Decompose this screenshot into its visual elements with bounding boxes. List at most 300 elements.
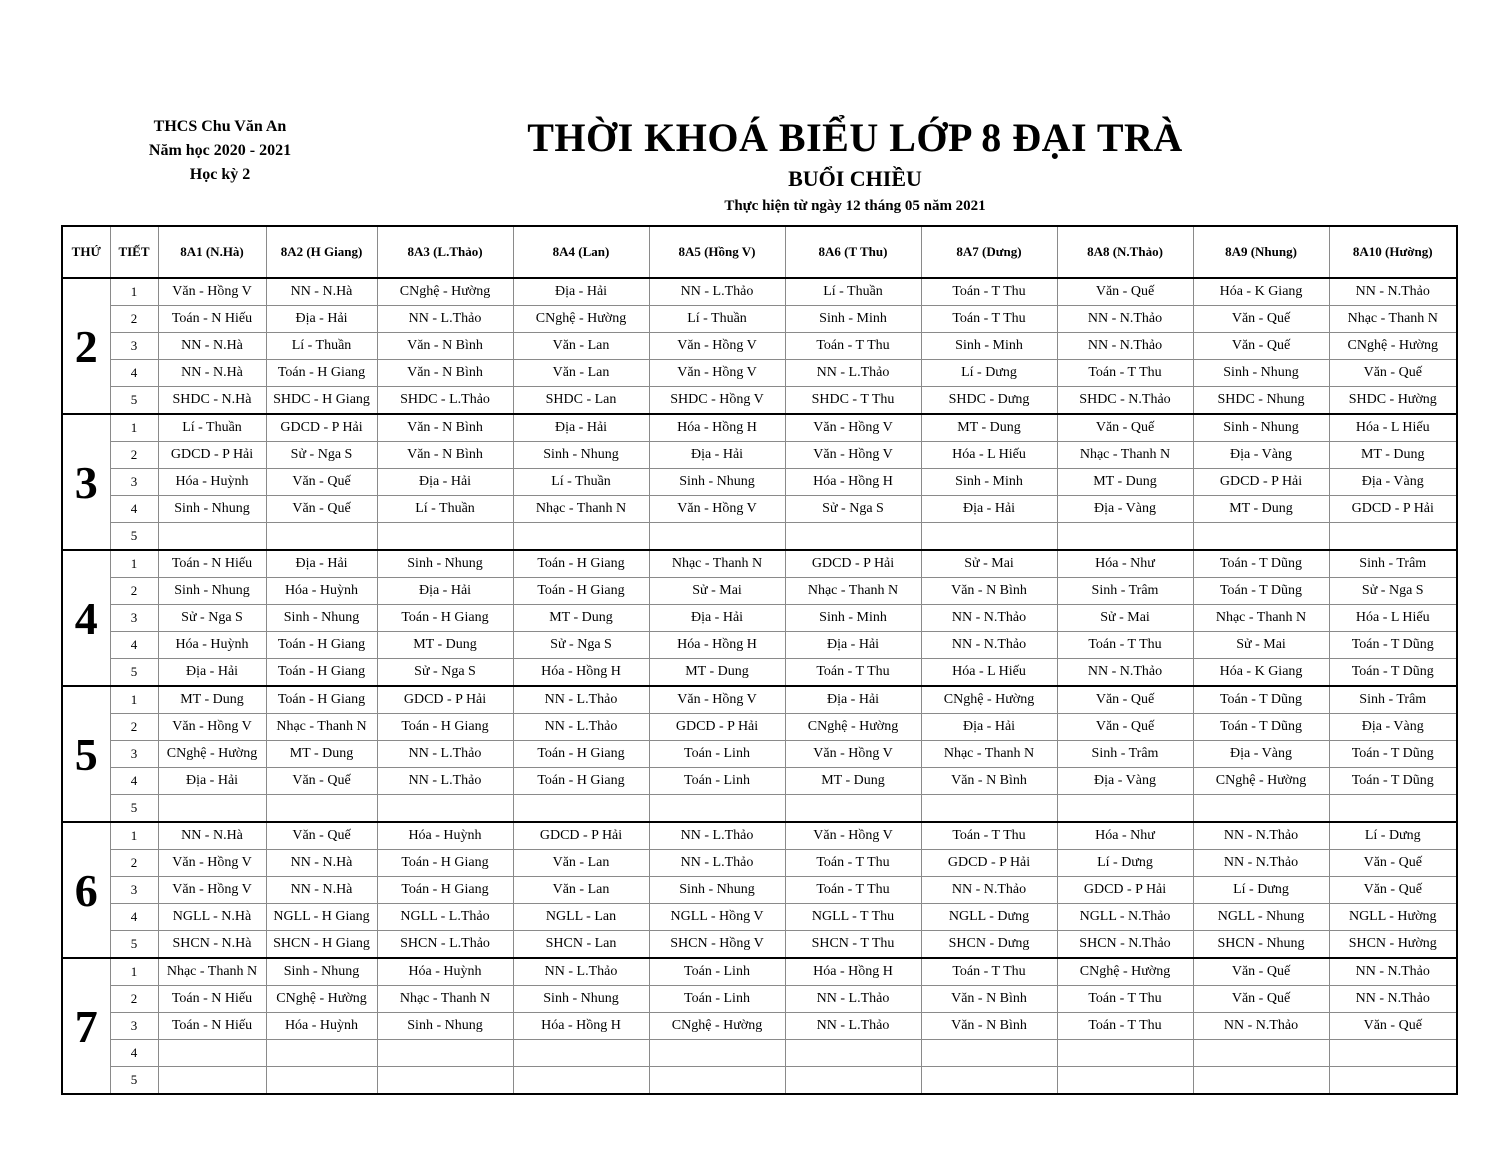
lesson-cell: Sinh - Nhung	[377, 1013, 513, 1040]
lesson-cell: NN - L.Thảo	[377, 768, 513, 795]
lesson-cell: NGLL - Hường	[1329, 904, 1457, 931]
header-period: TIẾT	[110, 226, 158, 278]
lesson-cell: Sinh - Minh	[921, 333, 1057, 360]
lesson-cell: NN - L.Thảo	[649, 850, 785, 877]
header-class: 8A8 (N.Thảo)	[1057, 226, 1193, 278]
lesson-cell: Văn - Quế	[1329, 877, 1457, 904]
period-cell: 5	[110, 1067, 158, 1095]
lesson-cell: Văn - Quế	[1193, 958, 1329, 986]
lesson-cell	[377, 1067, 513, 1095]
lesson-cell: Hóa - Như	[1057, 822, 1193, 850]
lesson-cell: NN - N.Thảo	[1193, 1013, 1329, 1040]
lesson-cell: Hóa - Hồng H	[649, 414, 785, 442]
table-row	[62, 958, 1457, 986]
lesson-cell: Sinh - Nhung	[158, 496, 266, 523]
period-cell: 4	[110, 360, 158, 387]
lesson-cell: MT - Dung	[377, 632, 513, 659]
lesson-cell	[266, 1067, 377, 1095]
lesson-cell: Địa - Vàng	[1329, 469, 1457, 496]
lesson-cell: NGLL - H Giang	[266, 904, 377, 931]
lesson-cell: Văn - N Bình	[377, 442, 513, 469]
lesson-cell: GDCD - P Hải	[785, 550, 921, 578]
lesson-cell: Địa - Vàng	[1057, 496, 1193, 523]
lesson-cell: NN - N.Thảo	[1329, 278, 1457, 306]
timetable	[61, 225, 1458, 1095]
lesson-cell: NN - L.Thảo	[513, 686, 649, 714]
lesson-cell: Toán - T Thu	[785, 659, 921, 687]
lesson-cell: Văn - Hồng V	[785, 822, 921, 850]
lesson-cell: MT - Dung	[1193, 496, 1329, 523]
period-cell: 4	[110, 904, 158, 931]
period-cell: 2	[110, 578, 158, 605]
lesson-cell	[1329, 1040, 1457, 1067]
lesson-cell: Toán - H Giang	[513, 741, 649, 768]
lesson-cell: Hóa - Hồng H	[785, 958, 921, 986]
period-cell: 3	[110, 605, 158, 632]
lesson-cell: Toán - T Dũng	[1193, 578, 1329, 605]
lesson-cell	[377, 523, 513, 551]
lesson-cell: SHCN - Hồng V	[649, 931, 785, 959]
lesson-cell: MT - Dung	[1057, 469, 1193, 496]
header-day: THỨ	[62, 226, 110, 278]
lesson-cell: Văn - N Bình	[921, 986, 1057, 1013]
lesson-cell: Văn - Quế	[266, 768, 377, 795]
lesson-cell: Văn - Hồng V	[785, 414, 921, 442]
lesson-cell: Hóa - Hồng H	[513, 659, 649, 687]
lesson-cell: Sinh - Nhung	[649, 877, 785, 904]
lesson-cell: NN - L.Thảo	[785, 360, 921, 387]
lesson-cell: Sử - Mai	[921, 550, 1057, 578]
lesson-cell: Văn - Hồng V	[158, 877, 266, 904]
period-cell: 1	[110, 278, 158, 306]
period-cell: 1	[110, 550, 158, 578]
lesson-cell: Toán - N Hiếu	[158, 986, 266, 1013]
lesson-cell	[266, 523, 377, 551]
lesson-cell: Nhạc - Thanh N	[1329, 306, 1457, 333]
period-cell: 1	[110, 822, 158, 850]
table-row	[62, 986, 1457, 1013]
lesson-cell: CNghệ - Hường	[649, 1013, 785, 1040]
lesson-cell: Toán - Linh	[649, 958, 785, 986]
lesson-cell: Sử - Mai	[649, 578, 785, 605]
lesson-cell: Địa - Hải	[921, 714, 1057, 741]
table-row	[62, 306, 1457, 333]
lesson-cell: MT - Dung	[649, 659, 785, 687]
period-cell: 3	[110, 1013, 158, 1040]
lesson-cell: SHCN - Nhung	[1193, 931, 1329, 959]
lesson-cell: Lí - Thuần	[513, 469, 649, 496]
school-term: Học kỳ 2	[189, 166, 251, 183]
lesson-cell: GDCD - P Hải	[921, 850, 1057, 877]
day-cell: 2	[62, 278, 110, 414]
lesson-cell: GDCD - P Hải	[649, 714, 785, 741]
lesson-cell: SHDC - Dưng	[921, 387, 1057, 415]
lesson-cell: Nhạc - Thanh N	[1193, 605, 1329, 632]
lesson-cell: SHCN - N.Hà	[158, 931, 266, 959]
lesson-cell	[785, 795, 921, 823]
lesson-cell	[513, 795, 649, 823]
lesson-cell: CNghệ - Hường	[1329, 333, 1457, 360]
lesson-cell: Sử - Mai	[1193, 632, 1329, 659]
lesson-cell: CNghệ - Hường	[266, 986, 377, 1013]
lesson-cell: NN - N.Thảo	[1329, 958, 1457, 986]
period-cell: 1	[110, 414, 158, 442]
lesson-cell	[1057, 795, 1193, 823]
period-cell: 5	[110, 523, 158, 551]
lesson-cell: Hóa - Huỳnh	[158, 632, 266, 659]
lesson-cell: Hóa - K Giang	[1193, 659, 1329, 687]
period-cell: 4	[110, 496, 158, 523]
lesson-cell: Toán - T Thu	[921, 306, 1057, 333]
lesson-cell: Hóa - Huỳnh	[266, 578, 377, 605]
lesson-cell	[266, 1040, 377, 1067]
lesson-cell: Văn - Hồng V	[649, 686, 785, 714]
lesson-cell: Hóa - Hồng H	[649, 632, 785, 659]
lesson-cell: Địa - Hải	[266, 550, 377, 578]
table-row	[62, 931, 1457, 959]
lesson-cell: Sử - Nga S	[513, 632, 649, 659]
lesson-cell	[1193, 1067, 1329, 1095]
lesson-cell: Toán - T Thu	[785, 877, 921, 904]
lesson-cell: Toán - H Giang	[377, 850, 513, 877]
header-class: 8A1 (N.Hà)	[158, 226, 266, 278]
table-row	[62, 496, 1457, 523]
lesson-cell: Toán - H Giang	[266, 360, 377, 387]
lesson-cell	[649, 523, 785, 551]
lesson-cell: SHDC - N.Hà	[158, 387, 266, 415]
lesson-cell: Toán - T Thu	[785, 850, 921, 877]
lesson-cell: SHDC - N.Thảo	[1057, 387, 1193, 415]
lesson-cell: SHCN - N.Thảo	[1057, 931, 1193, 959]
lesson-cell: Toán - Linh	[649, 986, 785, 1013]
lesson-cell: Toán - H Giang	[513, 550, 649, 578]
lesson-cell: Sinh - Nhung	[1193, 360, 1329, 387]
lesson-cell: CNghệ - Hường	[158, 741, 266, 768]
lesson-cell: Toán - H Giang	[377, 605, 513, 632]
lesson-cell: Văn - Quế	[1329, 1013, 1457, 1040]
school-info	[120, 115, 320, 187]
table-row	[62, 333, 1457, 360]
table-row	[62, 659, 1457, 687]
header-class: 8A2 (H Giang)	[266, 226, 377, 278]
table-row	[62, 1040, 1457, 1067]
lesson-cell: Sinh - Nhung	[266, 958, 377, 986]
lesson-cell: Toán - N Hiếu	[158, 1013, 266, 1040]
lesson-cell: Văn - Quế	[1193, 306, 1329, 333]
lesson-cell: Toán - Linh	[649, 768, 785, 795]
period-cell: 5	[110, 659, 158, 687]
lesson-cell: Hóa - K Giang	[1193, 278, 1329, 306]
lesson-cell: Địa - Hải	[785, 686, 921, 714]
period-cell: 2	[110, 850, 158, 877]
lesson-cell: Toán - T Dũng	[1329, 768, 1457, 795]
lesson-cell: Văn - Lan	[513, 333, 649, 360]
period-cell: 5	[110, 931, 158, 959]
lesson-cell: Sinh - Minh	[785, 306, 921, 333]
lesson-cell: MT - Dung	[513, 605, 649, 632]
lesson-cell: Văn - Quế	[1057, 278, 1193, 306]
lesson-cell: SHCN - T Thu	[785, 931, 921, 959]
lesson-cell: NN - N.Hà	[158, 822, 266, 850]
lesson-cell: MT - Dung	[921, 414, 1057, 442]
table-row	[62, 850, 1457, 877]
day-cell: 6	[62, 822, 110, 958]
table-row	[62, 605, 1457, 632]
lesson-cell: Lí - Dưng	[921, 360, 1057, 387]
lesson-cell	[266, 795, 377, 823]
lesson-cell: Toán - T Thu	[921, 822, 1057, 850]
lesson-cell: Hóa - Huỳnh	[377, 822, 513, 850]
period-cell: 4	[110, 768, 158, 795]
lesson-cell	[785, 1067, 921, 1095]
lesson-cell	[921, 523, 1057, 551]
lesson-cell: SHCN - Lan	[513, 931, 649, 959]
lesson-cell: Toán - H Giang	[266, 632, 377, 659]
lesson-cell: Toán - T Dũng	[1329, 741, 1457, 768]
header-class: 8A5 (Hồng V)	[649, 226, 785, 278]
lesson-cell	[785, 523, 921, 551]
lesson-cell: Địa - Vàng	[1193, 741, 1329, 768]
lesson-cell: Lí - Thuần	[158, 414, 266, 442]
lesson-cell: Hóa - Hồng H	[513, 1013, 649, 1040]
lesson-cell: NN - N.Thảo	[1057, 333, 1193, 360]
effective-date: Thực hiện từ ngày 12 tháng 05 năm 2021	[724, 198, 986, 214]
lesson-cell: Nhạc - Thanh N	[158, 958, 266, 986]
lesson-cell: NN - L.Thảo	[377, 741, 513, 768]
lesson-cell: NN - N.Thảo	[1329, 986, 1457, 1013]
lesson-cell: Toán - N Hiếu	[158, 550, 266, 578]
lesson-cell: Văn - Quế	[1057, 686, 1193, 714]
table-row	[62, 360, 1457, 387]
lesson-cell	[377, 795, 513, 823]
lesson-cell: Hóa - L Hiếu	[921, 442, 1057, 469]
table-row	[62, 904, 1457, 931]
lesson-cell: Văn - Hồng V	[785, 442, 921, 469]
lesson-cell: NN - L.Thảo	[785, 1013, 921, 1040]
lesson-cell: SHDC - L.Thảo	[377, 387, 513, 415]
table-row	[62, 768, 1457, 795]
period-cell: 3	[110, 877, 158, 904]
lesson-cell: Nhạc - Thanh N	[785, 578, 921, 605]
lesson-cell: Văn - Quế	[1057, 414, 1193, 442]
lesson-cell: NN - N.Hà	[158, 360, 266, 387]
lesson-cell: SHDC - Hồng V	[649, 387, 785, 415]
lesson-cell: Toán - H Giang	[266, 659, 377, 687]
lesson-cell	[649, 1067, 785, 1095]
lesson-cell: SHCN - Hường	[1329, 931, 1457, 959]
lesson-cell: Toán - T Thu	[1057, 986, 1193, 1013]
table-row	[62, 278, 1457, 306]
lesson-cell: CNghệ - Hường	[513, 306, 649, 333]
lesson-cell: Sử - Nga S	[158, 605, 266, 632]
lesson-cell: Sinh - Nhung	[377, 550, 513, 578]
page-title: THỜI KHOÁ BIỂU LỚP 8 ĐẠI TRÀ	[527, 115, 1183, 160]
lesson-cell: NGLL - N.Hà	[158, 904, 266, 931]
lesson-cell: Sinh - Trâm	[1329, 686, 1457, 714]
lesson-cell	[1329, 795, 1457, 823]
lesson-cell: SHDC - Nhung	[1193, 387, 1329, 415]
lesson-cell: SHDC - T Thu	[785, 387, 921, 415]
page-subtitle: BUỔI CHIỀU	[788, 166, 922, 191]
lesson-cell: GDCD - P Hải	[377, 686, 513, 714]
table-row	[62, 550, 1457, 578]
school-name: THCS Chu Văn An	[153, 118, 287, 135]
lesson-cell	[158, 1067, 266, 1095]
table-row	[62, 442, 1457, 469]
lesson-cell: SHDC - H Giang	[266, 387, 377, 415]
lesson-cell: Toán - T Thu	[785, 333, 921, 360]
lesson-cell: GDCD - P Hải	[158, 442, 266, 469]
lesson-cell	[1193, 795, 1329, 823]
lesson-cell: CNghệ - Hường	[1193, 768, 1329, 795]
period-cell: 2	[110, 986, 158, 1013]
lesson-cell: Nhạc - Thanh N	[649, 550, 785, 578]
lesson-cell: Toán - T Dũng	[1329, 659, 1457, 687]
lesson-cell: MT - Dung	[1329, 442, 1457, 469]
header-class: 8A3 (L.Thảo)	[377, 226, 513, 278]
lesson-cell: Văn - Quế	[266, 822, 377, 850]
lesson-cell: Toán - N Hiếu	[158, 306, 266, 333]
lesson-cell: MT - Dung	[785, 768, 921, 795]
lesson-cell: Văn - Hồng V	[785, 741, 921, 768]
lesson-cell: Địa - Hải	[513, 278, 649, 306]
lesson-cell: NGLL - Dưng	[921, 904, 1057, 931]
period-cell: 5	[110, 795, 158, 823]
lesson-cell: NN - L.Thảo	[649, 822, 785, 850]
period-cell: 3	[110, 469, 158, 496]
period-cell: 3	[110, 333, 158, 360]
period-cell: 1	[110, 958, 158, 986]
lesson-cell: Sử - Mai	[1057, 605, 1193, 632]
lesson-cell: Văn - Quế	[1193, 986, 1329, 1013]
lesson-cell: Hóa - Huỳnh	[158, 469, 266, 496]
lesson-cell: Địa - Hải	[921, 496, 1057, 523]
lesson-cell: Sinh - Minh	[785, 605, 921, 632]
lesson-cell: MT - Dung	[158, 686, 266, 714]
lesson-cell	[158, 523, 266, 551]
lesson-cell: Toán - T Thu	[1057, 1013, 1193, 1040]
lesson-cell: CNghệ - Hường	[1057, 958, 1193, 986]
lesson-cell: Lí - Dưng	[1329, 822, 1457, 850]
lesson-cell	[785, 1040, 921, 1067]
table-row	[62, 578, 1457, 605]
table-row	[62, 714, 1457, 741]
lesson-cell: Toán - T Thu	[921, 278, 1057, 306]
lesson-cell: Sử - Nga S	[377, 659, 513, 687]
lesson-cell: Sử - Nga S	[266, 442, 377, 469]
lesson-cell: NGLL - Lan	[513, 904, 649, 931]
header-class: 8A9 (Nhung)	[1193, 226, 1329, 278]
lesson-cell: Sinh - Nhung	[158, 578, 266, 605]
lesson-cell: Sinh - Trâm	[1057, 741, 1193, 768]
lesson-cell	[921, 1040, 1057, 1067]
lesson-cell: Văn - Quế	[1329, 360, 1457, 387]
period-cell: 5	[110, 387, 158, 415]
lesson-cell: Toán - H Giang	[513, 578, 649, 605]
lesson-cell: Văn - N Bình	[921, 768, 1057, 795]
period-cell: 1	[110, 686, 158, 714]
lesson-cell	[1329, 523, 1457, 551]
lesson-cell: Văn - Lan	[513, 850, 649, 877]
lesson-cell: Toán - H Giang	[513, 768, 649, 795]
lesson-cell: Toán - T Dũng	[1193, 714, 1329, 741]
lesson-cell: Lí - Thuần	[649, 306, 785, 333]
lesson-cell: NN - L.Thảo	[649, 278, 785, 306]
lesson-cell: NN - L.Thảo	[513, 714, 649, 741]
lesson-cell: SHCN - Dưng	[921, 931, 1057, 959]
lesson-cell: Sinh - Nhung	[266, 605, 377, 632]
lesson-cell: Địa - Hải	[513, 414, 649, 442]
lesson-cell: NN - N.Thảo	[1057, 306, 1193, 333]
period-cell: 2	[110, 442, 158, 469]
lesson-cell	[513, 523, 649, 551]
lesson-cell: Hóa - Như	[1057, 550, 1193, 578]
lesson-cell: NN - N.Hà	[266, 278, 377, 306]
header-class: 8A4 (Lan)	[513, 226, 649, 278]
day-cell: 5	[62, 686, 110, 822]
lesson-cell: Toán - T Thu	[1057, 360, 1193, 387]
lesson-cell: NGLL - T Thu	[785, 904, 921, 931]
lesson-cell: Toán - H Giang	[377, 877, 513, 904]
lesson-cell: Địa - Hải	[649, 442, 785, 469]
day-cell: 3	[62, 414, 110, 550]
day-cell: 4	[62, 550, 110, 686]
lesson-cell: Toán - H Giang	[377, 714, 513, 741]
lesson-cell: Địa - Hải	[377, 578, 513, 605]
lesson-cell: GDCD - P Hải	[1057, 877, 1193, 904]
period-cell: 3	[110, 741, 158, 768]
lesson-cell: Địa - Vàng	[1057, 768, 1193, 795]
lesson-cell: SHCN - H Giang	[266, 931, 377, 959]
table-row	[62, 469, 1457, 496]
table-row	[62, 414, 1457, 442]
lesson-cell: Toán - T Thu	[1057, 632, 1193, 659]
lesson-cell: SHDC - Lan	[513, 387, 649, 415]
lesson-cell: Văn - N Bình	[377, 333, 513, 360]
table-row	[62, 686, 1457, 714]
lesson-cell: Lí - Thuần	[266, 333, 377, 360]
lesson-cell: Địa - Hải	[158, 768, 266, 795]
lesson-cell	[649, 795, 785, 823]
lesson-cell: Hóa - L Hiếu	[1329, 605, 1457, 632]
lesson-cell: Văn - Quế	[1057, 714, 1193, 741]
lesson-cell: NN - N.Thảo	[921, 632, 1057, 659]
lesson-cell: NN - N.Thảo	[1193, 850, 1329, 877]
lesson-cell: Lí - Dưng	[1193, 877, 1329, 904]
lesson-cell: Văn - Hồng V	[649, 496, 785, 523]
period-cell: 2	[110, 306, 158, 333]
lesson-cell: Sinh - Nhung	[513, 986, 649, 1013]
lesson-cell	[513, 1040, 649, 1067]
lesson-cell: Nhạc - Thanh N	[266, 714, 377, 741]
lesson-cell: Hóa - L Hiếu	[1329, 414, 1457, 442]
lesson-cell	[921, 1067, 1057, 1095]
lesson-cell: NN - N.Thảo	[921, 605, 1057, 632]
lesson-cell: Sử - Nga S	[1329, 578, 1457, 605]
lesson-cell: Lí - Thuần	[377, 496, 513, 523]
lesson-cell: NN - L.Thảo	[513, 958, 649, 986]
lesson-cell: Hóa - Hồng H	[785, 469, 921, 496]
lesson-cell: Hóa - L Hiếu	[921, 659, 1057, 687]
lesson-cell: GDCD - P Hải	[1193, 469, 1329, 496]
lesson-cell: Lí - Dưng	[1057, 850, 1193, 877]
table-row	[62, 523, 1457, 551]
lesson-cell: Văn - Quế	[266, 496, 377, 523]
lesson-cell: Văn - Hồng V	[158, 714, 266, 741]
table-row	[62, 877, 1457, 904]
header-class: 8A6 (T Thu)	[785, 226, 921, 278]
lesson-cell: Văn - N Bình	[377, 414, 513, 442]
